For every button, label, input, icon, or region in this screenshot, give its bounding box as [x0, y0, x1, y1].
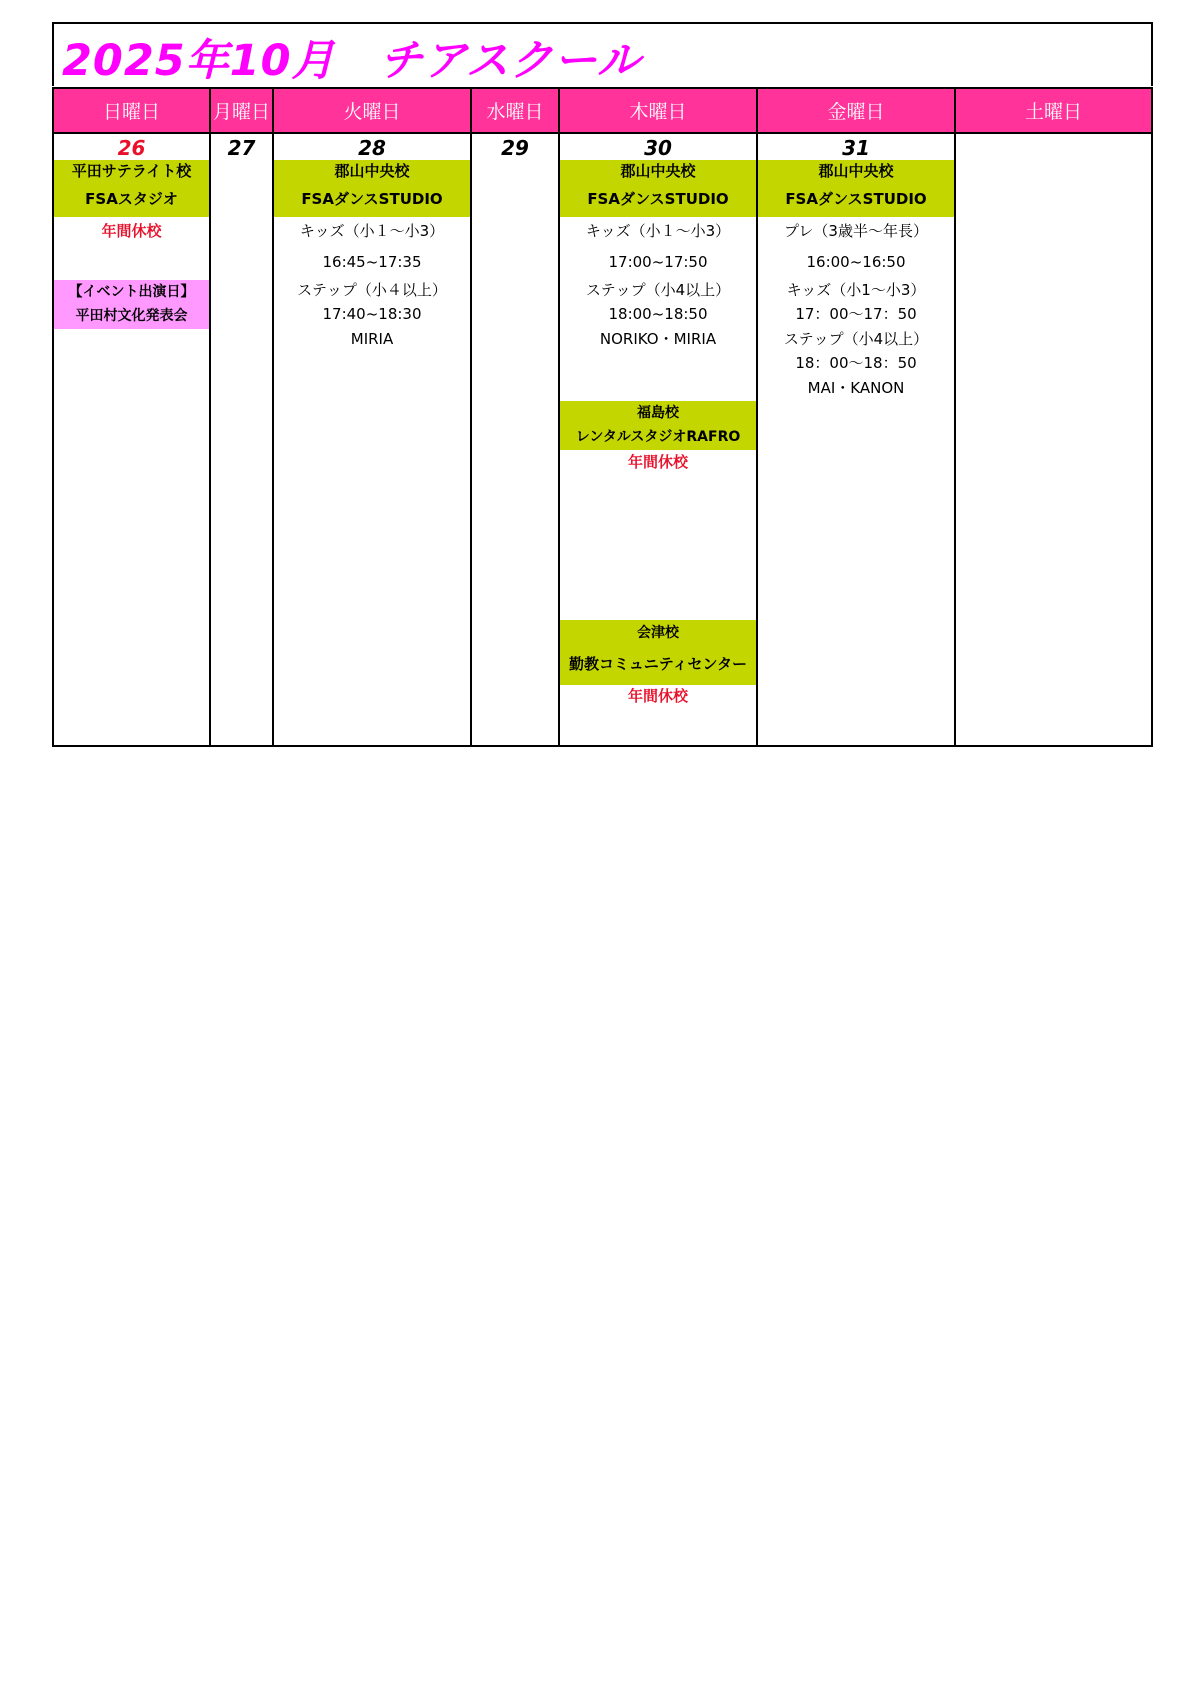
- class-name: キッズ（小1～小3）: [786, 281, 926, 299]
- class-time: 17:00~17:50: [608, 253, 708, 271]
- header-saturday: 土曜日: [1024, 101, 1082, 123]
- instructor: NORIKO・MIRIA: [599, 330, 717, 348]
- venue-studio: FSAスタジオ: [85, 190, 178, 208]
- calendar-table: [52, 87, 1153, 747]
- date-number: 27: [227, 136, 256, 160]
- venue-studio: レンタルスタジオRAFRO: [575, 429, 741, 445]
- day-cell-friday: [758, 134, 954, 745]
- venue-studio: FSAダンスSTUDIO: [587, 190, 729, 208]
- venue-name: 郡山中央校: [334, 162, 410, 180]
- date-number: 26: [117, 136, 146, 160]
- class-name: キッズ（小１～小3）: [585, 222, 731, 240]
- class-time: 17:40~18:30: [322, 305, 422, 323]
- venue-studio: FSAダンスSTUDIO: [301, 190, 443, 208]
- event-name: 平田村文化発表会: [75, 308, 188, 324]
- venue-name: 会津校: [637, 625, 679, 641]
- title-box: [52, 22, 1153, 86]
- day-cell-thursday: [560, 134, 756, 745]
- class-name: ステップ（小4以上）: [783, 330, 929, 348]
- class-time: 16:45~17:35: [322, 253, 422, 271]
- weekday-header-row: [54, 89, 1151, 134]
- date-number: 30: [644, 136, 672, 160]
- header-friday: 金曜日: [827, 101, 885, 123]
- header-wednesday: 水曜日: [486, 101, 544, 123]
- day-cell-wednesday: [472, 134, 558, 745]
- class-time: 16:00~16:50: [806, 253, 906, 271]
- instructor: MIRIA: [350, 330, 394, 348]
- venue-name: 福島校: [637, 405, 679, 421]
- venue-name: 郡山中央校: [818, 162, 894, 180]
- page-title: 2025年10月 チアスクール: [62, 36, 641, 86]
- class-name: キッズ（小１～小3）: [299, 222, 445, 240]
- closed-label: 年間休校: [627, 453, 688, 471]
- instructor: MAI・KANON: [807, 379, 905, 397]
- class-time: 18:00~18:50: [608, 305, 708, 323]
- day-cell-sunday: [54, 134, 209, 745]
- closed-label: 年間休校: [101, 222, 162, 240]
- closed-label: 年間休校: [627, 687, 688, 705]
- event-label: 【イベント出演日】: [68, 284, 195, 300]
- header-monday: 月曜日: [212, 101, 270, 123]
- header-thursday: 木曜日: [629, 101, 687, 123]
- header-tuesday: 火曜日: [343, 101, 401, 123]
- day-cell-monday: [211, 134, 272, 745]
- header-sunday: 日曜日: [102, 101, 160, 123]
- class-time: 18：00～18：50: [795, 354, 917, 372]
- venue-name: 郡山中央校: [620, 162, 696, 180]
- class-time: 17：00～17：50: [795, 305, 917, 323]
- class-name: ステップ（小４以上）: [297, 281, 447, 299]
- venue-studio: FSAダンスSTUDIO: [785, 190, 927, 208]
- day-cell-saturday: [956, 134, 1151, 745]
- venue-studio: 勤教コミュニティセンター: [569, 655, 747, 673]
- date-number: 28: [358, 136, 386, 160]
- class-name: プレ（3歳半～年長）: [784, 222, 928, 240]
- date-number: 29: [501, 136, 529, 160]
- date-number: 31: [842, 136, 870, 160]
- class-name: ステップ（小4以上）: [585, 281, 731, 299]
- venue-name: 平田サテライト校: [71, 162, 192, 180]
- day-cell-tuesday: [274, 134, 470, 745]
